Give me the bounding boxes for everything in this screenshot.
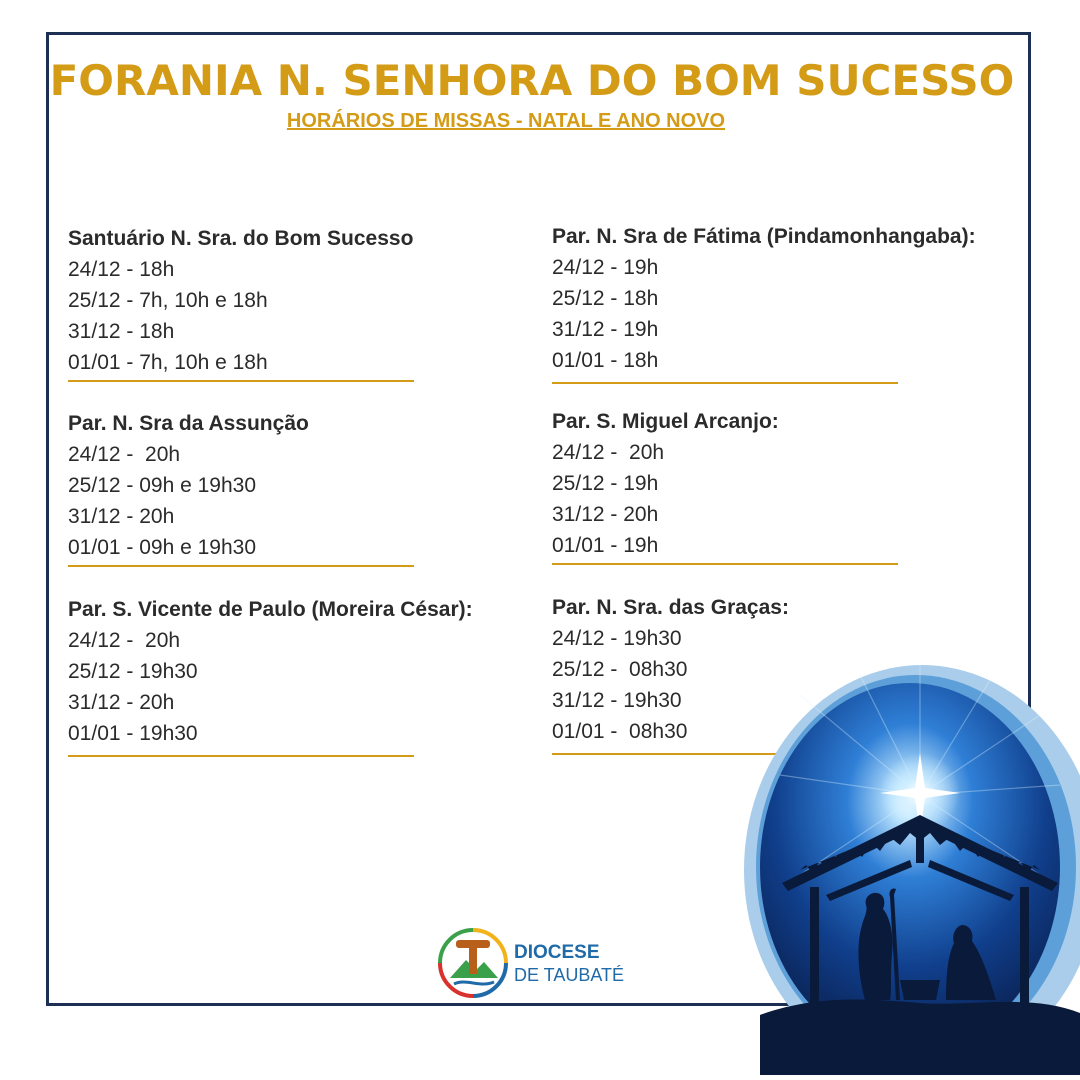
section-divider [552,382,898,384]
mass-time: 31/12 - 19h30 [552,689,682,712]
parish-name: Par. N. Sra da Assunção [68,412,309,435]
section-divider [552,563,898,565]
mass-time: 25/12 - 7h, 10h e 18h [68,289,268,312]
parish-block-assuncao [68,408,538,567]
mass-time: 31/12 - 20h [68,505,175,528]
mass-times-list [68,625,538,749]
parish-block-miguel [552,406,1022,565]
diocese-logo-text [514,942,624,986]
mass-time: 31/12 - 20h [68,691,175,714]
mass-time: 31/12 - 18h [68,320,175,343]
diocese-emblem-icon [436,926,510,1000]
mass-time: 25/12 - 08h30 [552,658,688,681]
mass-time: 24/12 - 20h [68,629,181,652]
mass-time: 24/12 - 18h [68,258,175,281]
mass-time: 31/12 - 19h [552,318,659,341]
mass-time: 01/01 - 08h30 [552,720,688,743]
mass-times-list [552,437,1022,561]
parish-name: Par. N. Sra de Fátima (Pindamonhangaba): [552,225,976,248]
mass-time: 01/01 - 09h e 19h30 [68,536,256,559]
mass-time: 25/12 - 19h [552,472,659,495]
nativity-scene-illustration [740,655,1080,1080]
page-title: FORANIA N. SENHORA DO BOM SUCESSO [49,56,1015,105]
mass-times-list [552,252,1022,376]
mass-time: 25/12 - 09h e 19h30 [68,474,256,497]
mass-time: 01/01 - 19h30 [68,722,198,745]
mass-time: 24/12 - 20h [68,443,181,466]
section-divider [68,565,414,567]
section-divider [68,380,414,382]
mass-time: 01/01 - 18h [552,349,659,372]
parish-name: Santuário N. Sra. do Bom Sucesso [68,227,414,250]
diocese-logo [436,926,636,1000]
page-subtitle: HORÁRIOS DE MISSAS - NATAL E ANO NOVO [286,110,726,132]
mass-time: 01/01 - 7h, 10h e 18h [68,351,268,374]
parish-name: Par. S. Vicente de Paulo (Moreira César): [68,598,473,621]
mass-times-list [68,254,538,378]
parish-name: Par. N. Sra. das Graças: [552,596,789,619]
logo-line-1: DIOCESE [514,942,600,963]
mass-time: 01/01 - 19h [552,534,659,557]
mass-time: 24/12 - 19h30 [552,627,682,650]
mass-time: 24/12 - 19h [552,256,659,279]
parish-block-santuario [68,223,538,382]
mass-time: 25/12 - 18h [552,287,659,310]
parish-name: Par. S. Miguel Arcanjo: [552,410,779,433]
mass-time: 24/12 - 20h [552,441,665,464]
section-divider [68,755,414,757]
logo-line-2: DE TAUBATÉ [514,965,625,985]
mass-time: 31/12 - 20h [552,503,659,526]
parish-block-vicente [68,594,538,757]
mass-time: 25/12 - 19h30 [68,660,198,683]
mass-times-list [68,439,538,563]
parish-block-fatima [552,221,1022,384]
